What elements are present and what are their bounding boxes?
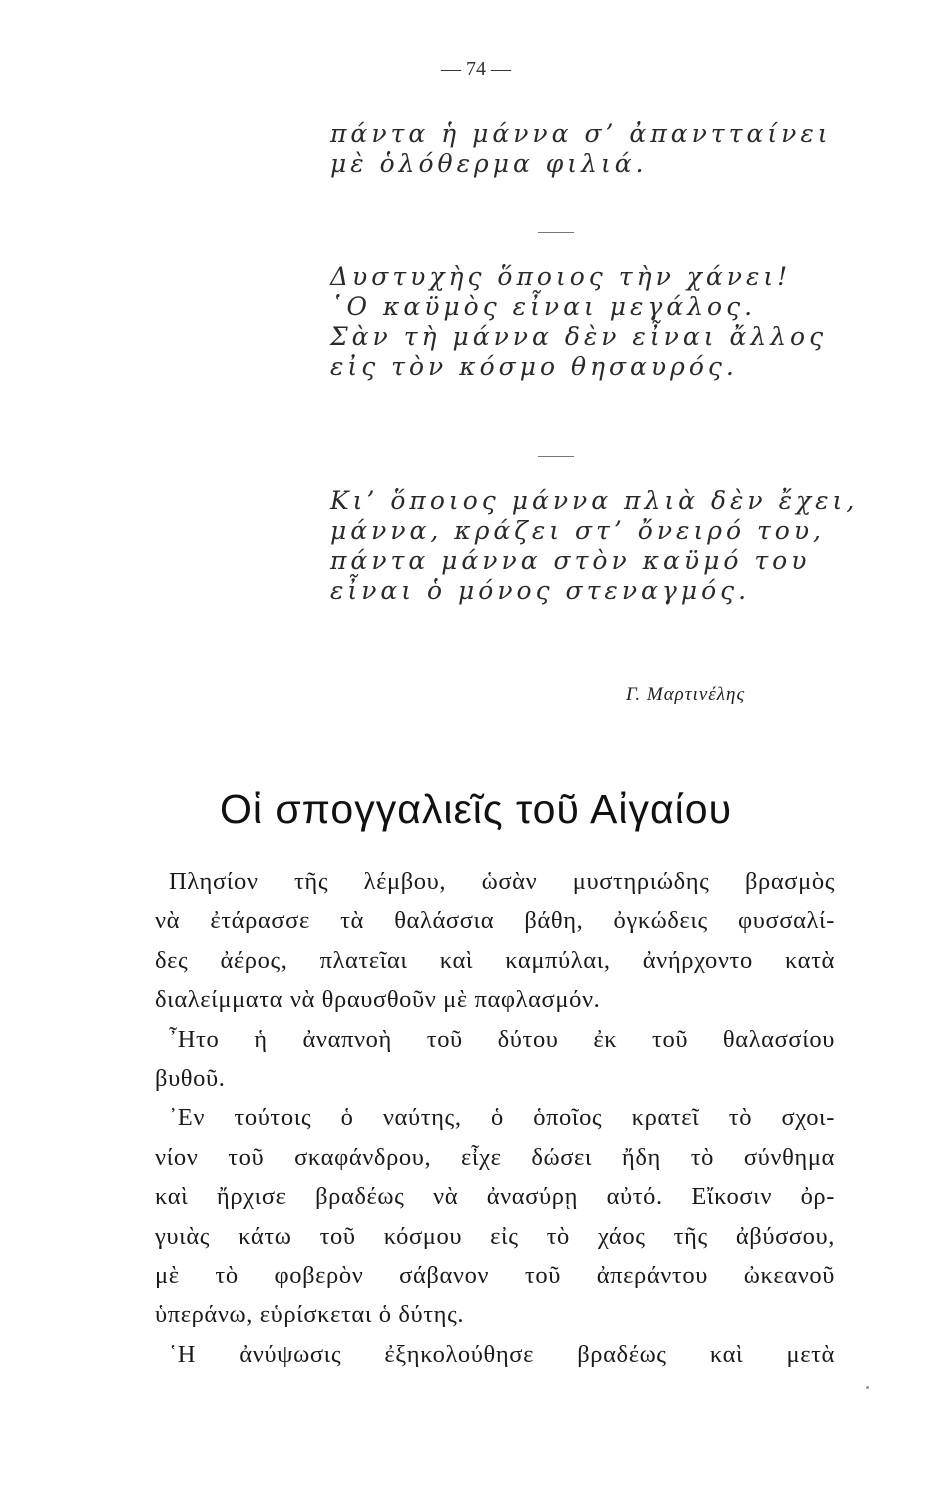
body-line: ῾Η ἀνύψωσις ἐξηκολούθησε βραδέως καὶ μετὰ (169, 1340, 835, 1368)
poem-line: μάννα, κράζει στ’ ὄνειρό του, (330, 516, 825, 545)
body-line: δες ἀέρος, πλατεῖαι καὶ καμπύλαι, ἀνήρχοντο κατὰ (155, 946, 835, 974)
body-line: νὰ ἐτάρασσε τὰ θαλάσσια βάθη, ὀγκώδεις φυσσαλί- (155, 907, 835, 935)
body-line: γυιὰς κάτω τοῦ κόσμου εἰς τὸ χάος τῆς ἀβύσσου, (155, 1222, 835, 1250)
poem-stanza-1 (330, 119, 832, 179)
poem-line: Κι’ ὅποιος μάννα πλιὰ δὲν ἔχει, (330, 486, 859, 515)
body-line: ὑπεράνω, εὑρίσκεται ὁ δύτης. (155, 1301, 465, 1329)
stanza-divider (538, 232, 574, 233)
article-title: Οἱ σπογγαλιεῖς τοῦ Αἰγαίου (219, 786, 732, 832)
article-body (155, 862, 835, 1374)
stanza-divider (538, 456, 574, 457)
body-line: καὶ ἤρχισε βραδέως νὰ ἀνασύρῃ αὐτό. Εἴκοσιν ὀρ- (155, 1183, 835, 1211)
ink-speck (866, 1386, 869, 1389)
body-line: ῏Ητο ἡ ἀναπνοὴ τοῦ δύτου ἐκ τοῦ θαλασσίου (169, 1025, 835, 1053)
body-line: μὲ τὸ φοβερὸν σάβανον τοῦ ἀπεράντου ὠκεανοῦ (155, 1261, 835, 1289)
poem-line: μὲ ὁλόθερμα φιλιά. (330, 149, 648, 178)
body-line: νίον τοῦ σκαφάνδρου, εἶχε δώσει ἤδη τὸ σύνθημα (155, 1143, 835, 1171)
poem-author: Γ. Μαρτινέλης (626, 684, 746, 705)
body-line: βυθοῦ. (155, 1064, 226, 1092)
poem-line: Σὰν τὴ μάννα δὲν εἶναι ἄλλος (330, 322, 828, 351)
page-number: — 74 — (441, 58, 511, 80)
poem-line: εἶναι ὁ μόνος στεναγμός. (330, 576, 751, 605)
body-line: Πλησίον τῆς λέμβου, ὡσὰν μυστηριώδης βρασμὸς (169, 868, 835, 895)
body-line: διαλείμματα νὰ θραυσθοῦν μὲ παφλασμόν. (155, 986, 601, 1014)
poem-line: εἰς τὸν κόσμο θησαυρός. (330, 352, 738, 381)
poem-stanza-3 (330, 486, 858, 606)
poem-line: ῾Ο καϋμὸς εἶναι μεγάλος. (330, 292, 757, 321)
body-line: ᾿Εν τούτοις ὁ ναύτης, ὁ ὁποῖος κρατεῖ τὸ σχοι- (169, 1104, 835, 1132)
poem-line: Δυστυχὴς ὅποιος τὴν χάνει! (330, 262, 792, 291)
poem-line: πάντα μάννα στὸν καϋμό του (330, 546, 811, 575)
poem-stanza-2 (330, 262, 827, 382)
poem-line: πάντα ἡ μάννα σ’ ἀπαντταίνει (330, 119, 832, 148)
